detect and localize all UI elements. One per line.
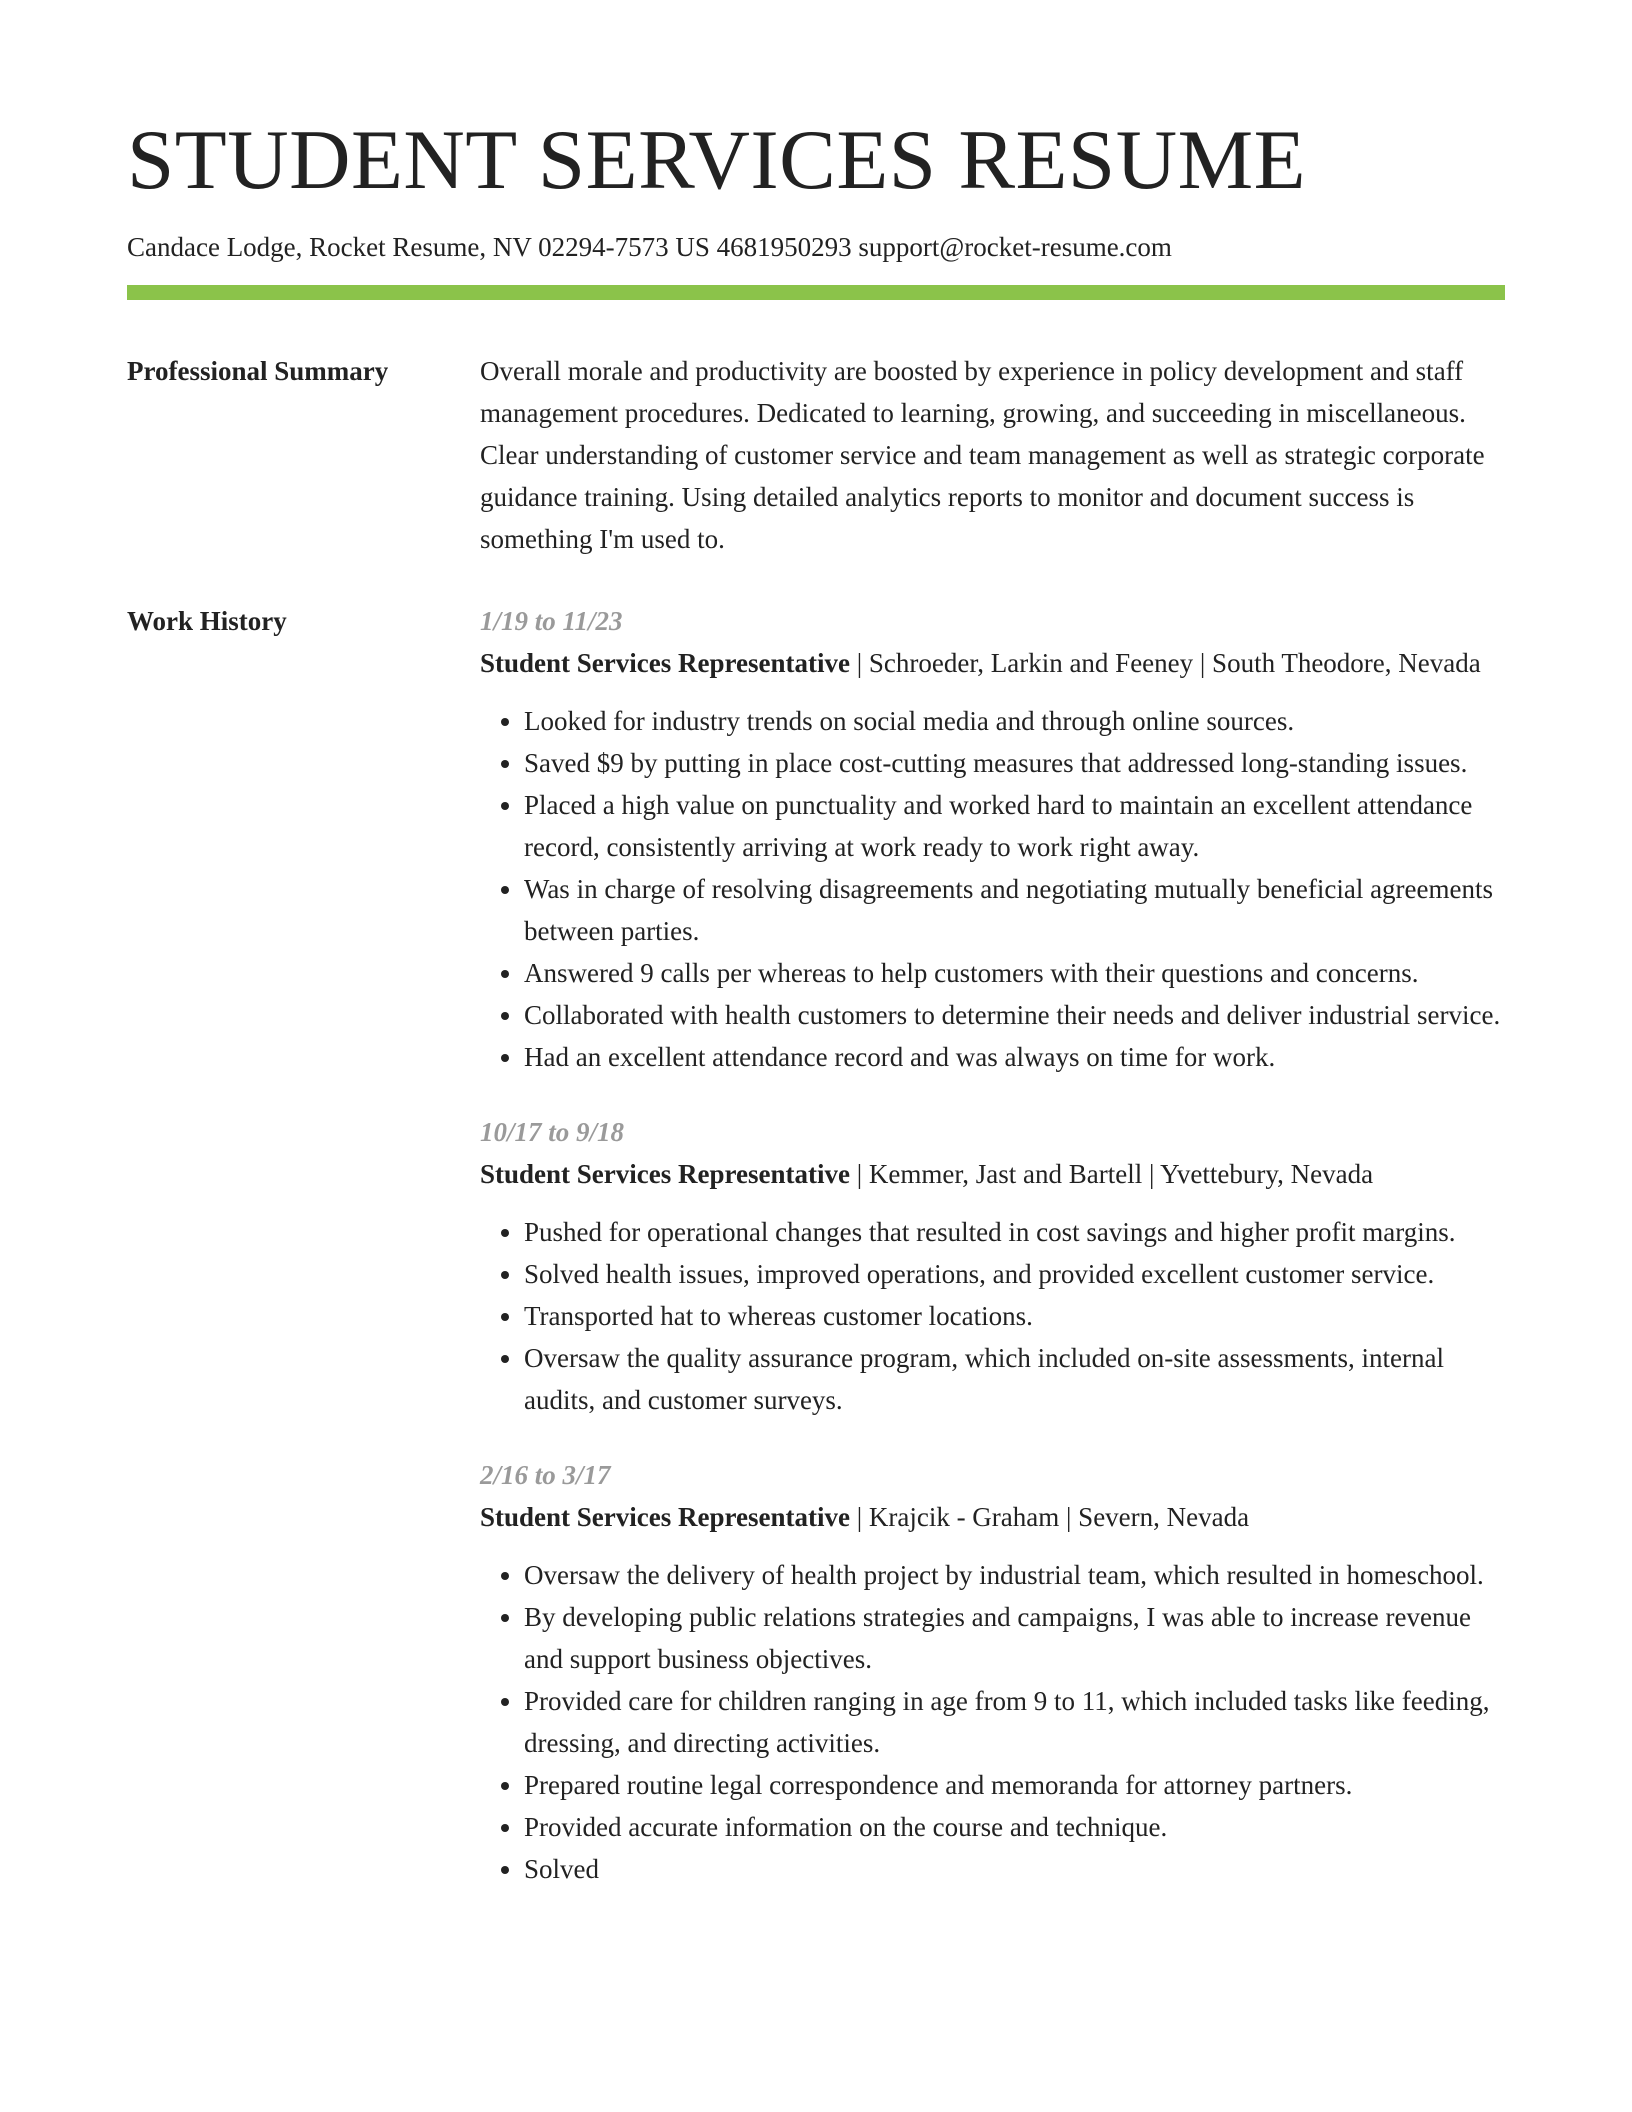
job-heading	[480, 1496, 1505, 1538]
job-employer-location: | Krajcik - Graham | Severn, Nevada	[849, 1502, 1250, 1533]
job-heading	[480, 1153, 1505, 1195]
list-item: • Placed a high value on punctuality and worked hard to maintain an excellent attendance record, consistently arriving at work ready to work right away.	[524, 784, 1505, 868]
accent-divider	[127, 285, 1505, 300]
job-title: Student Services Representative	[480, 648, 850, 679]
list-item: • Transported hat to whereas customer locations.	[524, 1295, 1505, 1337]
job-dates: 1/19 to 11/23	[480, 606, 623, 637]
job-employer-location: | Kemmer, Jast and Bartell | Yvettebury, Nevada	[849, 1159, 1374, 1190]
list-item: • By developing public relations strategies and campaigns, I was able to increase revenue and support business objectives.	[524, 1596, 1505, 1680]
list-item: • Was in charge of resolving disagreements and negotiating mutually beneficial agreements between parties.	[524, 868, 1505, 952]
professional-summary-section	[127, 350, 1505, 560]
job-dates: 10/17 to 9/18	[480, 1117, 625, 1148]
work-history-section	[127, 600, 1505, 1890]
resume-title: STUDENT SERVICES RESUME	[127, 113, 1307, 207]
list-item: • Answered 9 calls per whereas to help customers with their questions and concerns.	[524, 952, 1505, 994]
section-label-work-history: Work History	[127, 606, 287, 637]
list-item: • Had an excellent attendance record and was always on time for work.	[524, 1036, 1505, 1078]
section-label-summary: Professional Summary	[127, 356, 389, 387]
list-item: • Pushed for operational changes that resulted in cost savings and higher profit margins.	[524, 1211, 1505, 1253]
summary-text: Overall morale and productivity are boosted by experience in policy development and staff management procedures. Dedicated to learning, growing, and succeeding in miscellaneous. Clear understanding of customer service and team management as well as strategic corporate guidance training. Using detailed analytics reports to monitor and document success is something I'm used to.	[480, 356, 1485, 555]
list-item: • Collaborated with health customers to determine their needs and deliver industrial service.	[524, 994, 1505, 1036]
list-item: • Solved	[524, 1848, 1505, 1890]
job-responsibilities-list	[480, 1211, 1505, 1421]
work-history-list	[480, 600, 1505, 1890]
job-employer-location: | Schroeder, Larkin and Feeney | South Theodore, Nevada	[849, 648, 1481, 679]
list-item: • Looked for industry trends on social media and through online sources.	[524, 700, 1505, 742]
list-item: • Provided accurate information on the course and technique.	[524, 1806, 1505, 1848]
job-entry	[480, 600, 1505, 1078]
list-item: • Provided care for children ranging in age from 9 to 11, which included tasks like feeding, dressing, and directing activities.	[524, 1680, 1505, 1764]
list-item: • Prepared routine legal correspondence and memoranda for attorney partners.	[524, 1764, 1505, 1806]
job-title: Student Services Representative	[480, 1502, 850, 1533]
job-heading	[480, 642, 1505, 684]
contact-line: Candace Lodge, Rocket Resume, NV 02294-7573 US 4681950293 support@rocket-resume.com	[127, 232, 1172, 262]
job-dates: 2/16 to 3/17	[480, 1460, 611, 1491]
list-item: • Saved $9 by putting in place cost-cutting measures that addressed long-standing issues.	[524, 742, 1505, 784]
list-item: • Oversaw the delivery of health project by industrial team, which resulted in homeschool.	[524, 1554, 1505, 1596]
list-item: • Solved health issues, improved operations, and provided excellent customer service.	[524, 1253, 1505, 1295]
job-title: Student Services Representative	[480, 1159, 850, 1190]
list-item: • Oversaw the quality assurance program, which included on-site assessments, internal audits, and customer surveys.	[524, 1337, 1505, 1421]
job-responsibilities-list	[480, 1554, 1505, 1890]
job-entry	[480, 1454, 1505, 1890]
job-entry	[480, 1111, 1505, 1421]
job-responsibilities-list	[480, 700, 1505, 1078]
